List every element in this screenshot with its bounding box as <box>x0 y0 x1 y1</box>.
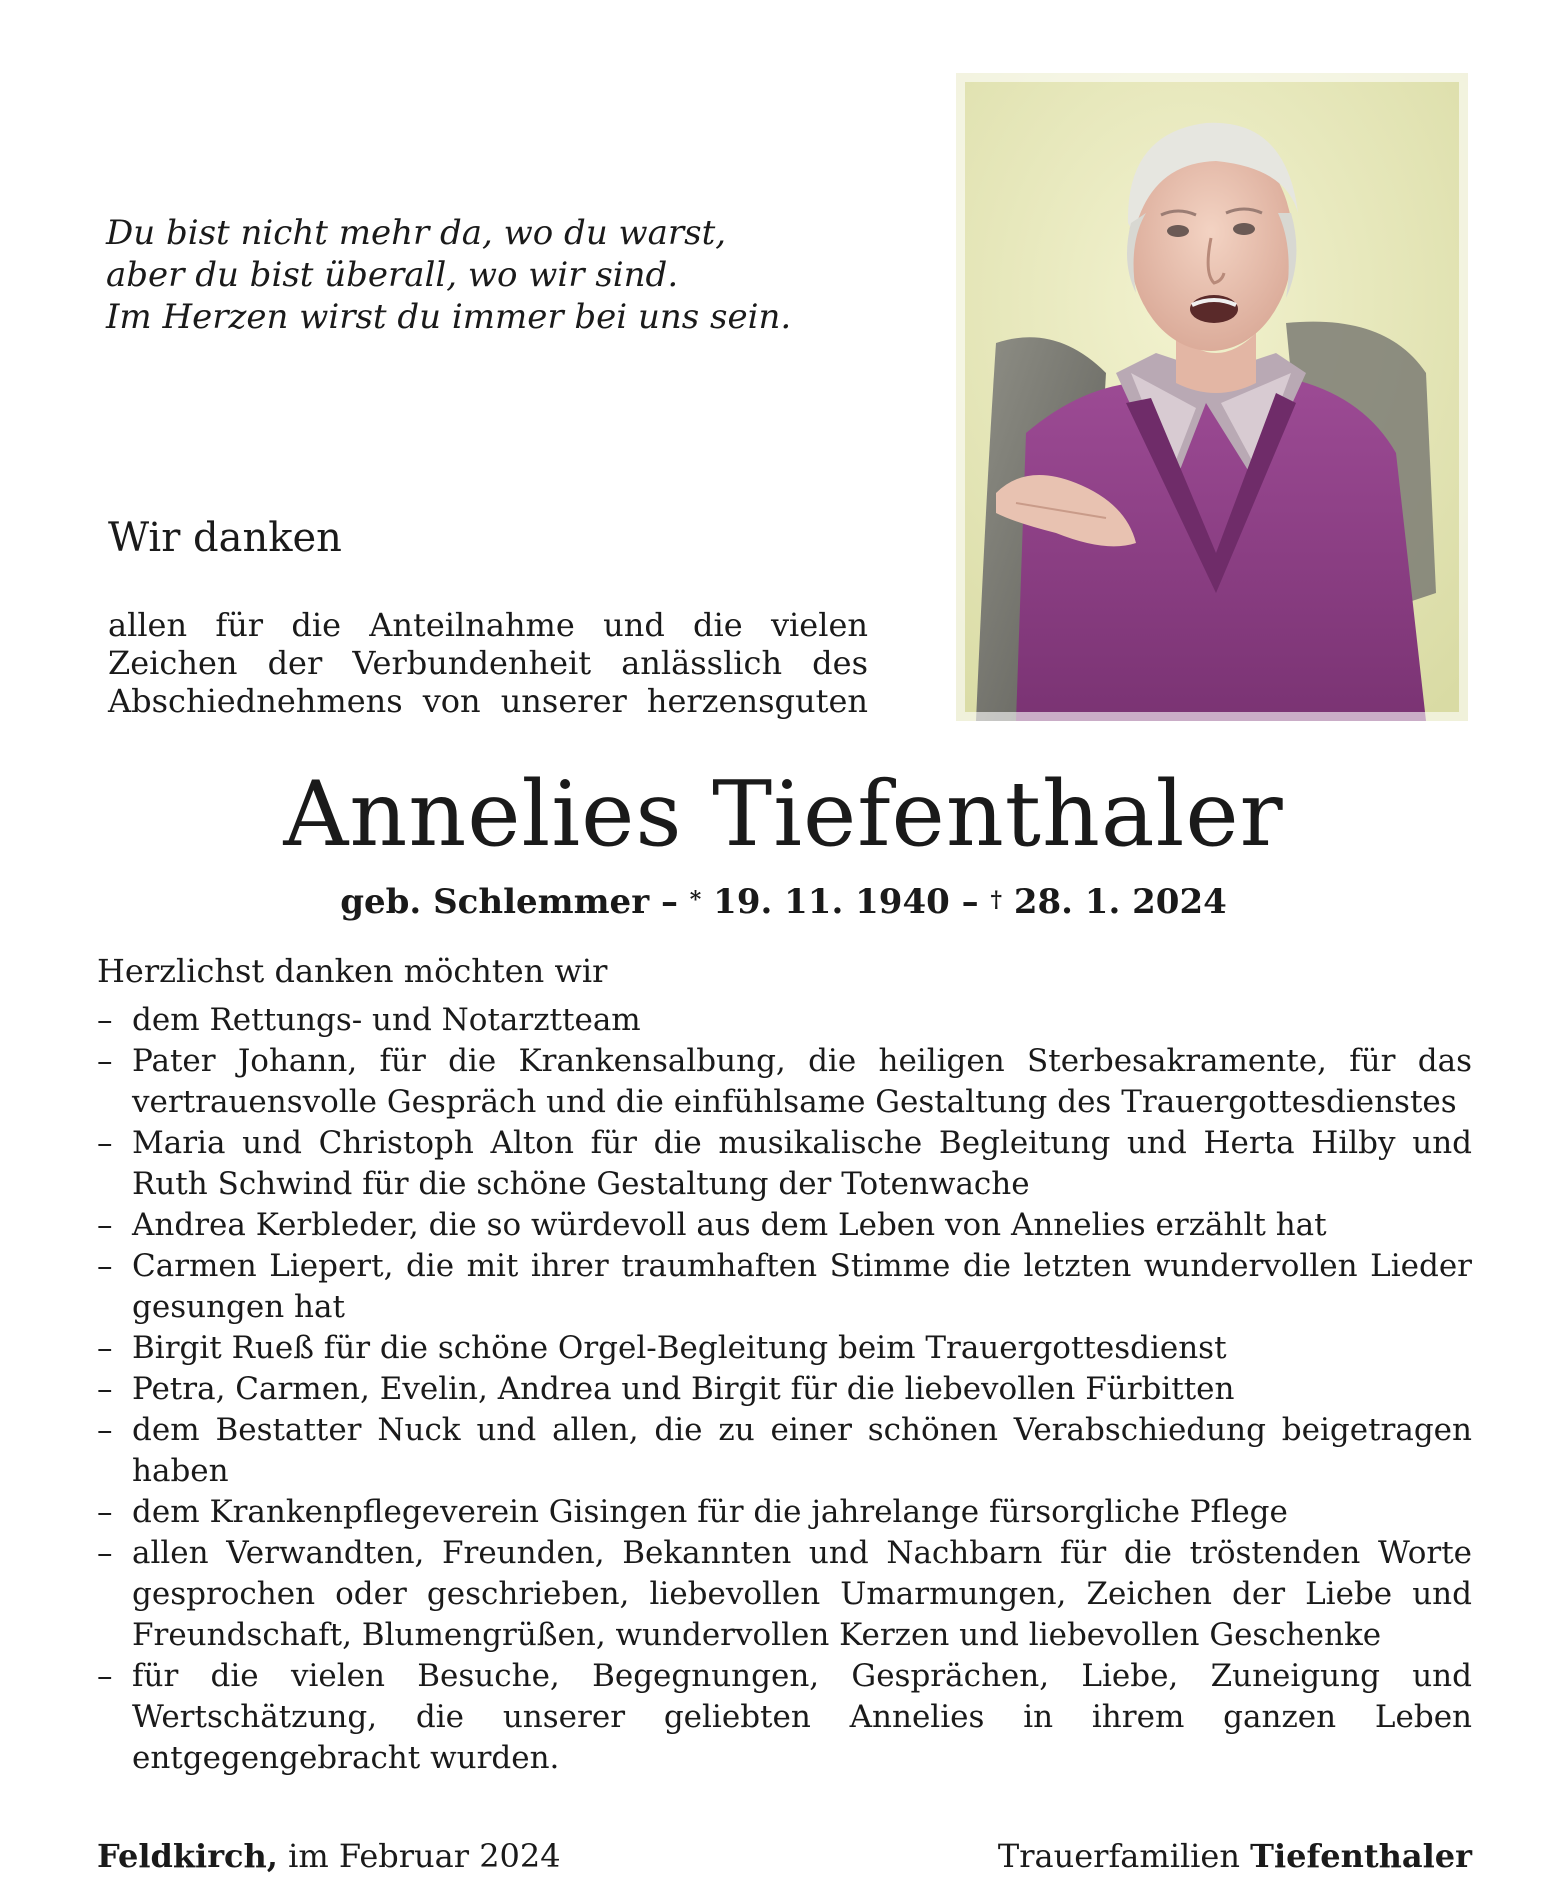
list-item <box>97 1041 1472 1123</box>
portrait-illustration <box>956 73 1468 721</box>
dash-bullet: – <box>97 1371 113 1407</box>
dash-bullet: – <box>97 1125 113 1161</box>
list-item <box>97 1246 1472 1328</box>
list-item-text: dem Bestatter Nuck und allen, die zu einer schönen Verabschiedung beigetragen haben <box>132 1412 1472 1489</box>
dash-bullet: – <box>97 1412 113 1448</box>
list-item-text: dem Rettungs- und Notarztteam <box>132 1002 641 1038</box>
list-item-text: Maria und Christoph Alton für die musikalische Begleitung und Herta Hilby und Ruth Schwind für die schöne Gestaltung der Totenwache <box>132 1125 1472 1202</box>
dash-bullet: – <box>97 1330 113 1366</box>
intro-line: Abschiednehmens von unserer herzensguten <box>108 682 868 720</box>
list-item-text: für die vielen Besuche, Begegnungen, Gesprächen, Liebe, Zuneigung und Wertschätzung, die unserer geliebten Annelies in ihrem ganzen Leben entgegengebracht wurden. <box>132 1658 1472 1776</box>
dash-bullet: – <box>97 1002 113 1038</box>
list-item-text: Carmen Liepert, die mit ihrer traumhaften Stimme die letzten wundervollen Lieder gesungen hat <box>132 1248 1472 1325</box>
intro-line: allen für die Anteilnahme und die vielen <box>108 606 868 644</box>
list-item-text: Birgit Rueß für die schöne Orgel-Begleitung beim Trauergottesdienst <box>132 1330 1227 1366</box>
list-item-text: allen Verwandten, Freunden, Bekannten und Nachbarn für die tröstenden Worte gesprochen oder geschrieben, liebevollen Umarmungen, Zeichen der Liebe und Freundschaft, Blumengrüßen, wundervollen Kerzen und liebevollen Geschenke <box>132 1535 1472 1653</box>
thanks-list <box>97 1000 1472 1779</box>
footer-date: im Februar 2024 <box>288 1837 561 1875</box>
death-date: 28. 1. 2024 <box>1013 882 1227 922</box>
list-item <box>97 1492 1472 1533</box>
poem <box>106 212 906 338</box>
life-dates <box>0 880 1567 924</box>
dash-bullet: – <box>97 1248 113 1284</box>
dash-bullet: – <box>97 1535 113 1571</box>
list-item <box>97 1328 1472 1369</box>
list-item <box>97 1123 1472 1205</box>
maiden-name: geb. Schlemmer <box>340 882 650 922</box>
deceased-name: Annelies Tiefenthaler <box>283 762 1284 867</box>
thanks-heading: Wir danken <box>108 515 342 561</box>
list-item-text: Andrea Kerbleder, die so würdevoll aus dem Leben von Annelies erzählt hat <box>132 1207 1327 1243</box>
death-symbol: † <box>990 887 1002 913</box>
separator: – <box>660 882 678 922</box>
poem-line: Im Herzen wirst du immer bei uns sein. <box>106 297 792 337</box>
intro-line: Zeichen der Verbundenheit anlässlich des <box>108 644 868 682</box>
list-intro: Herzlichst danken möchten wir <box>97 952 608 990</box>
intro-text <box>108 606 868 720</box>
list-item-text: Pater Johann, für die Krankensalbung, die heiligen Sterbesakramente, für das vertrauensvolle Gespräch und die einfühlsame Gestaltung des Trauergottesdienstes <box>132 1043 1472 1120</box>
list-item <box>97 1656 1472 1779</box>
footer-place-date <box>97 1836 561 1876</box>
dash-bullet: – <box>97 1043 113 1079</box>
poem-line: Du bist nicht mehr da, wo du warst, <box>106 213 727 253</box>
list-item <box>97 1000 1472 1041</box>
dash-bullet: – <box>97 1494 113 1530</box>
birth-symbol: * <box>689 887 702 913</box>
separator: – <box>961 882 979 922</box>
birth-date: 19. 11. 1940 <box>713 882 950 922</box>
list-item-text: dem Krankenpflegeverein Gisingen für die jahrelange fürsorgliche Pflege <box>132 1494 1288 1530</box>
footer-family-name: Tiefenthaler <box>1250 1837 1472 1875</box>
footer-family <box>998 1836 1472 1876</box>
dash-bullet: – <box>97 1207 113 1243</box>
list-item-text: Petra, Carmen, Evelin, Andrea und Birgit für die liebevollen Fürbitten <box>132 1371 1235 1407</box>
footer-family-prefix: Trauerfamilien <box>997 1837 1240 1875</box>
poem-line: aber du bist überall, wo wir sind. <box>106 255 679 295</box>
footer-place: Feldkirch, <box>97 1837 278 1875</box>
list-item <box>97 1205 1472 1246</box>
dash-bullet: – <box>97 1658 113 1694</box>
list-item <box>97 1533 1472 1656</box>
list-item <box>97 1369 1472 1410</box>
portrait-photo <box>956 73 1468 721</box>
list-item <box>97 1410 1472 1492</box>
